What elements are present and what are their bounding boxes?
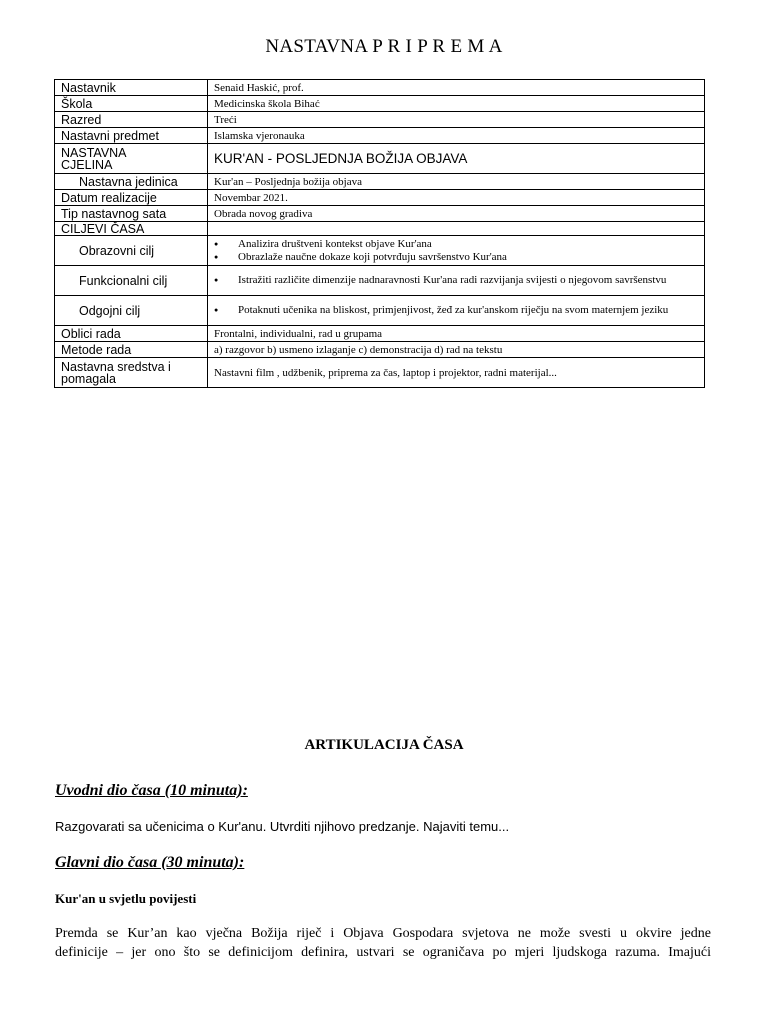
label-cjelina <box>55 144 208 174</box>
value-jedinica: Kur'an – Posljednja božija objava <box>208 174 705 190</box>
value-metode: a) razgovor b) usmeno izlaganje c) demonstracija d) rad na tekstu <box>208 342 705 358</box>
glavni-heading: Glavni dio časa (30 minuta): <box>55 854 245 871</box>
value-odgojni <box>208 296 705 326</box>
uvodni-text: Razgovarati sa učenicima o Kur'anu. Utvrditi njihovo predzanje. Najaviti temu... <box>55 819 510 834</box>
odgojni-list <box>214 304 698 317</box>
list-item: ● Obrazlaže naučne dokaze koji potvrđuju savršenstvo Kur'ana <box>214 251 698 264</box>
label-sredstva: Nastavna sredstva i pomagala <box>55 358 208 388</box>
list-item: ● Potaknuti učenika na bliskost, primjenjivost, žeđ za kur'anskom riječju na svom maternjem jeziku <box>214 304 698 317</box>
table-row <box>55 358 705 388</box>
value-nastavnik: Senaid Haskić, prof. <box>208 80 705 96</box>
label-oblici: Oblici rada <box>55 326 208 342</box>
label-skola: Škola <box>55 96 208 112</box>
value-sredstva: Nastavni film , udžbenik, priprema za čas, laptop i projektor, radni materijal... <box>208 358 705 388</box>
label-nastavnik: Nastavnik <box>55 80 208 96</box>
artikulacija-title: ARTIKULACIJA ČASA <box>304 737 464 753</box>
value-razred: Treći <box>208 112 705 128</box>
label-predmet: Nastavni predmet <box>55 128 208 144</box>
value-cjelina: KUR'AN - POSLJEDNJA BOŽIJA OBJAVA <box>208 144 705 174</box>
label-razred: Razred <box>55 112 208 128</box>
value-tip: Obrada novog gradiva <box>208 206 705 222</box>
table-row <box>55 96 705 112</box>
table-row <box>55 326 705 342</box>
label-cjelina-line2: CJELINA <box>61 157 113 172</box>
value-funkcionalni <box>208 266 705 296</box>
paragraph-line-2: definicije – jer ono što se definicijom definira, ustvari se ograničava po mjeri ljudskoga razuma. Imajući <box>55 945 711 960</box>
label-funkcionalni: Funkcionalni cilj <box>55 266 208 296</box>
list-item: ● Analizira društveni kontekst objave Kur'ana <box>214 238 698 251</box>
value-oblici: Frontalni, individualni, rad u grupama <box>208 326 705 342</box>
table-row <box>55 112 705 128</box>
paragraph-line-1: Premda se Kur’an kao vječna Božija riječ i Objava Gospodara svjetova ne može svesti u okvire jedne <box>55 926 711 941</box>
value-predmet: Islamska vjeronauka <box>208 128 705 144</box>
value-ciljevi-empty <box>208 222 705 236</box>
uvodni-heading: Uvodni dio časa (10 minuta): <box>55 782 248 799</box>
label-ciljevi: CILJEVI ČASA <box>55 222 208 236</box>
value-datum: Novembar 2021. <box>208 190 705 206</box>
lesson-plan-table <box>54 79 705 388</box>
table-row <box>55 296 705 326</box>
label-odgojni: Odgojni cilj <box>55 296 208 326</box>
table-row <box>55 222 705 236</box>
table-row <box>55 174 705 190</box>
table-row <box>55 266 705 296</box>
label-tip: Tip nastavnog sata <box>55 206 208 222</box>
label-obrazovni: Obrazovni cilj <box>55 236 208 266</box>
list-item: ● Istražiti različite dimenzije nadnaravnosti Kur'ana radi razvijanja svijesti o njegovom savršenstvu <box>214 274 698 287</box>
document-title: NASTAVNA P R I P R E M A <box>265 36 503 57</box>
table-row <box>55 80 705 96</box>
table-row <box>55 206 705 222</box>
table-row <box>55 236 705 266</box>
value-obrazovni <box>208 236 705 266</box>
label-datum: Datum realizacije <box>55 190 208 206</box>
funkcionalni-list <box>214 274 698 287</box>
table-row <box>55 342 705 358</box>
label-jedinica: Nastavna jedinica <box>55 174 208 190</box>
value-skola: Medicinska škola Bihać <box>208 96 705 112</box>
table-row <box>55 144 705 174</box>
label-metode: Metode rada <box>55 342 208 358</box>
subheading: Kur'an u svjetlu povijesti <box>55 891 197 906</box>
obrazovni-list <box>214 238 698 264</box>
label-cjelina-line1: NASTAVNA <box>61 145 127 160</box>
table-row <box>55 190 705 206</box>
table-row <box>55 128 705 144</box>
